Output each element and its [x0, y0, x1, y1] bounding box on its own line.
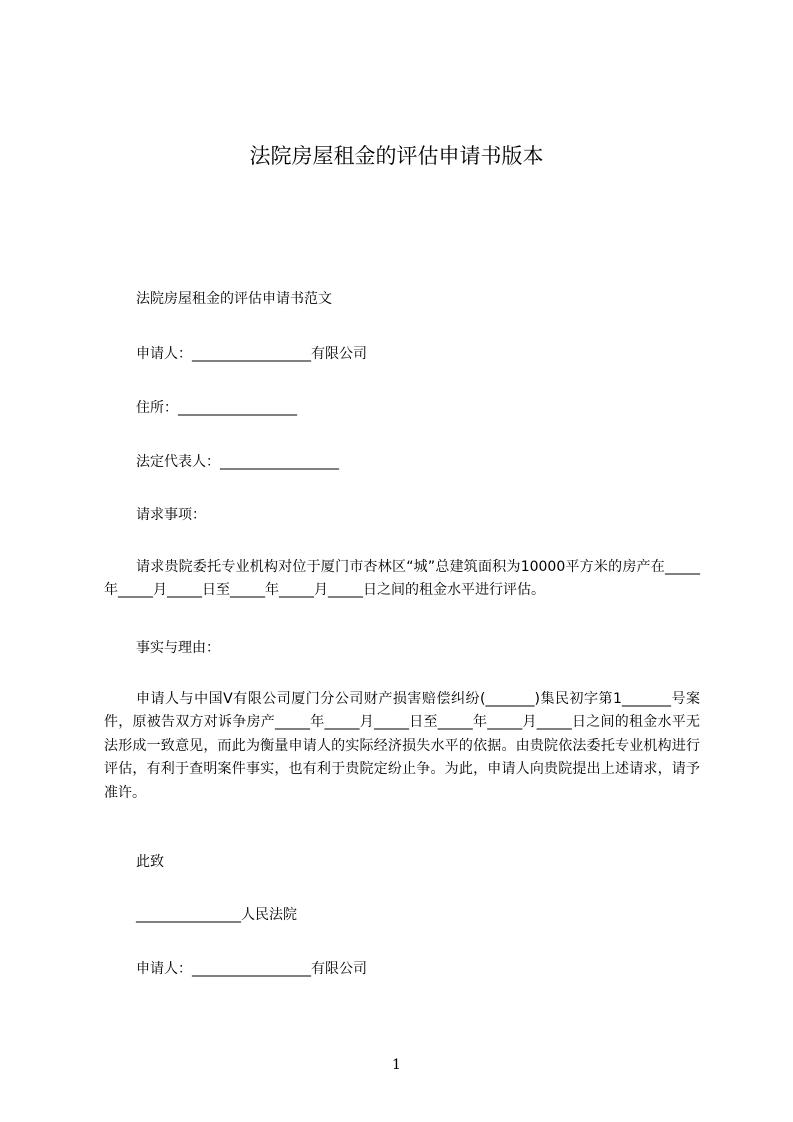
- request-heading: 请求事项：: [136, 507, 206, 523]
- facts-body: 申请人与中国V有限公司厦门分公司财产损害赔偿纠纷(_______)集民初字第1_______号案件，原被告双方对诉争房产_____年_____月_____日至_____年_____月_____日之间的租金水平无法形成一致意见，而此为衡量申请人的实际经济损失水平的依据。由贵院依法委托专业机构进行评估，有利于查明案件事实，也有利于贵院定纷止争。为此，申请人向贵院提出上述请求，请予准许。: [104, 691, 700, 801]
- legal-representative-line: 法定代表人：_________________: [136, 454, 339, 470]
- document-subtitle: 法院房屋租金的评估申请书范文: [136, 291, 332, 307]
- request-body: 请求贵院委托专业机构对位于厦门市杏林区“城”总建筑面积为10000平方米的房产在_____年_____月_____日至_____年_____月_____日之间的租金水平进行评估。: [104, 559, 700, 599]
- page-title: 法院房屋租金的评估申请书版本: [249, 144, 544, 168]
- page-number: 1: [392, 1057, 401, 1073]
- applicant-line: 申请人：_________________有限公司: [136, 346, 367, 362]
- facts-heading: 事实与理由：: [136, 640, 220, 656]
- court-line: _______________人民法院: [136, 907, 297, 923]
- address-line: 住所：_________________: [136, 400, 297, 416]
- applicant-signature-line: 申请人：_________________有限公司: [136, 961, 367, 977]
- salutation: 此致: [136, 854, 164, 870]
